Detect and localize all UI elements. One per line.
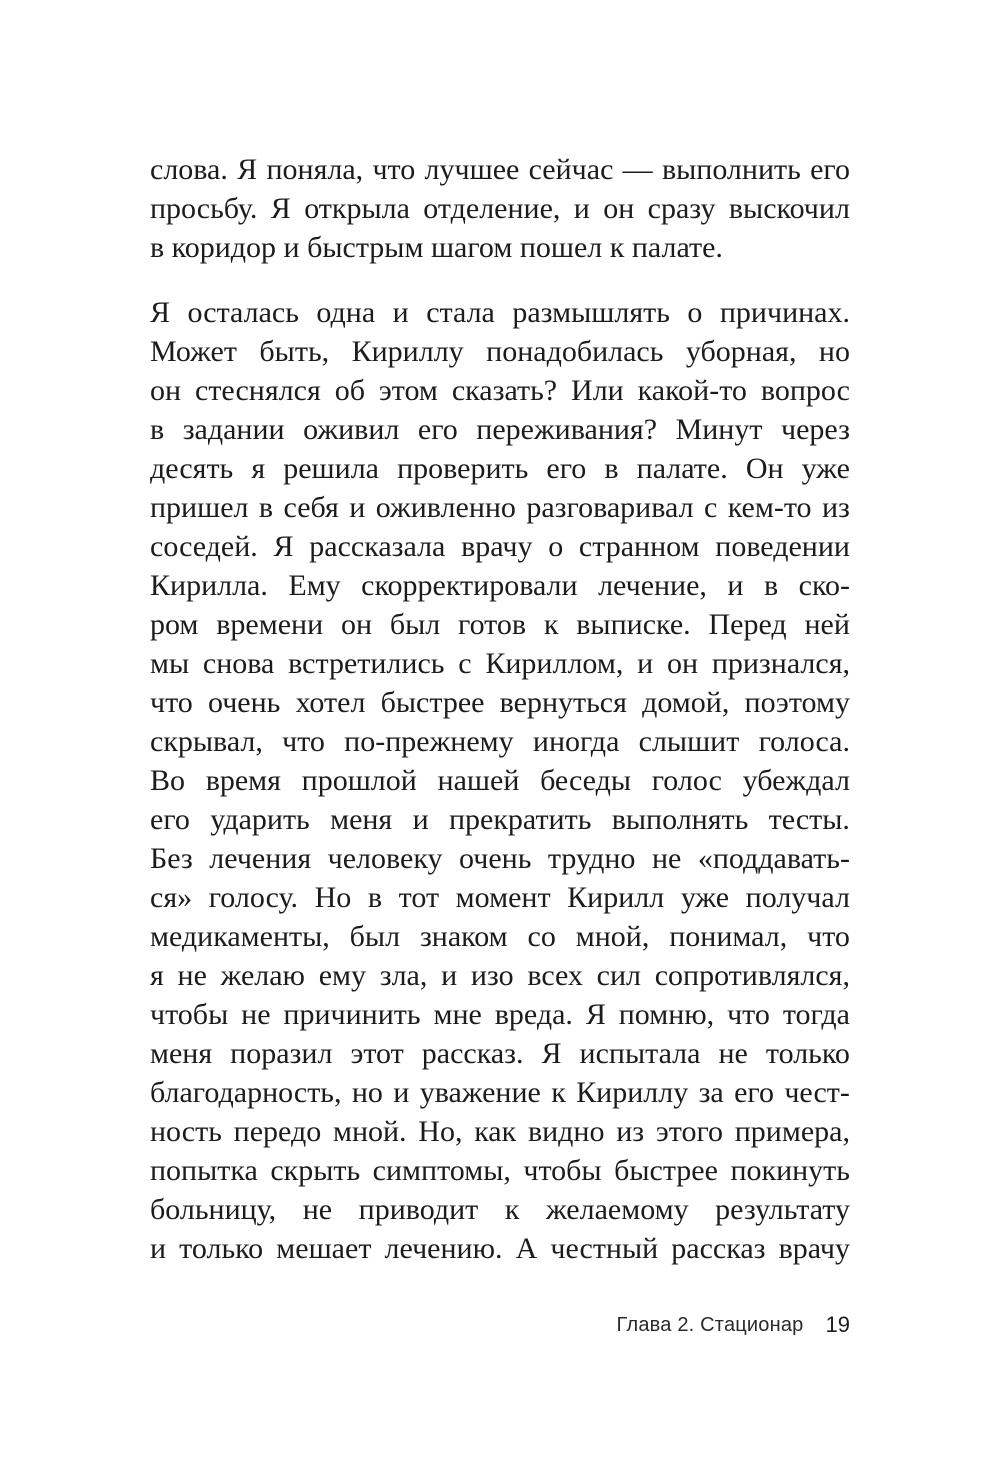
text-line: Во время прошлой нашей беседы голос убеждал — [150, 764, 850, 797]
text-line: Кирилла. Ему скорректировали лечение, и в ско- — [150, 569, 850, 602]
text-line: он стеснялся об этом сказать? Или какой-то вопрос — [150, 374, 850, 407]
text-line: десять я решила проверить его в палате. Он уже — [150, 452, 850, 485]
text-line: чтобы не причинить мне вреда. Я помню, что тогда — [150, 998, 850, 1031]
text-line: в коридор и быстрым шагом пошел к палате. — [150, 231, 723, 264]
text-line: медикаменты, был знаком со мной, понимал, что — [150, 920, 850, 953]
text-line: ся» голосу. Но в тот момент Кирилл уже получал — [150, 881, 850, 914]
text-line: ность передо мной. Но, как видно из этого примера, — [150, 1115, 850, 1148]
text-line: Без лечения человеку очень трудно не «поддавать- — [150, 842, 850, 875]
text-line: попытка скрыть симптомы, чтобы быстрее покинуть — [150, 1154, 850, 1187]
text-line: в задании оживил его переживания? Минут через — [150, 413, 850, 446]
text-line: что очень хотел быстрее вернуться домой, поэтому — [150, 686, 850, 719]
text-line: я не желаю ему зла, и изо всех сил сопротивлялся, — [150, 959, 850, 992]
page-number: 19 — [825, 1312, 850, 1337]
paragraph — [150, 150, 850, 267]
text-line: просьбу. Я открыла отделение, и он сразу выскочил — [150, 192, 850, 225]
running-chapter-title: Глава 2. Стационар — [616, 1313, 804, 1336]
text-line: больницу, не приводит к желаемому результату — [150, 1193, 850, 1226]
text-line: благодарность, но и уважение к Кириллу за его чест- — [150, 1076, 850, 1109]
text-line: ром времени он был готов к выписке. Перед ней — [150, 608, 850, 641]
text-line: и только мешает лечению. А честный рассказ врачу — [150, 1232, 850, 1265]
text-line: скрывал, что по-прежнему иногда слышит голоса. — [150, 725, 850, 758]
text-body — [150, 150, 850, 1268]
text-line: мы снова встретились с Кириллом, и он признался, — [150, 647, 850, 680]
text-line: соседей. Я рассказала врачу о странном поведении — [150, 530, 850, 563]
text-line: его ударить меня и прекратить выполнять тесты. — [150, 803, 850, 836]
text-line: пришел в себя и оживленно разговаривал с кем-то из — [150, 491, 850, 524]
paragraph — [150, 293, 850, 1268]
text-line: Может быть, Кириллу понадобилась уборная, но — [150, 335, 850, 368]
text-line: слова. Я поняла, что лучшее сейчас — выполнить его — [150, 153, 850, 186]
text-line: меня поразил этот рассказ. Я испытала не только — [150, 1037, 850, 1070]
text-line: Я осталась одна и стала размышлять о причинах. — [150, 296, 850, 329]
page-footer — [150, 1310, 850, 1340]
